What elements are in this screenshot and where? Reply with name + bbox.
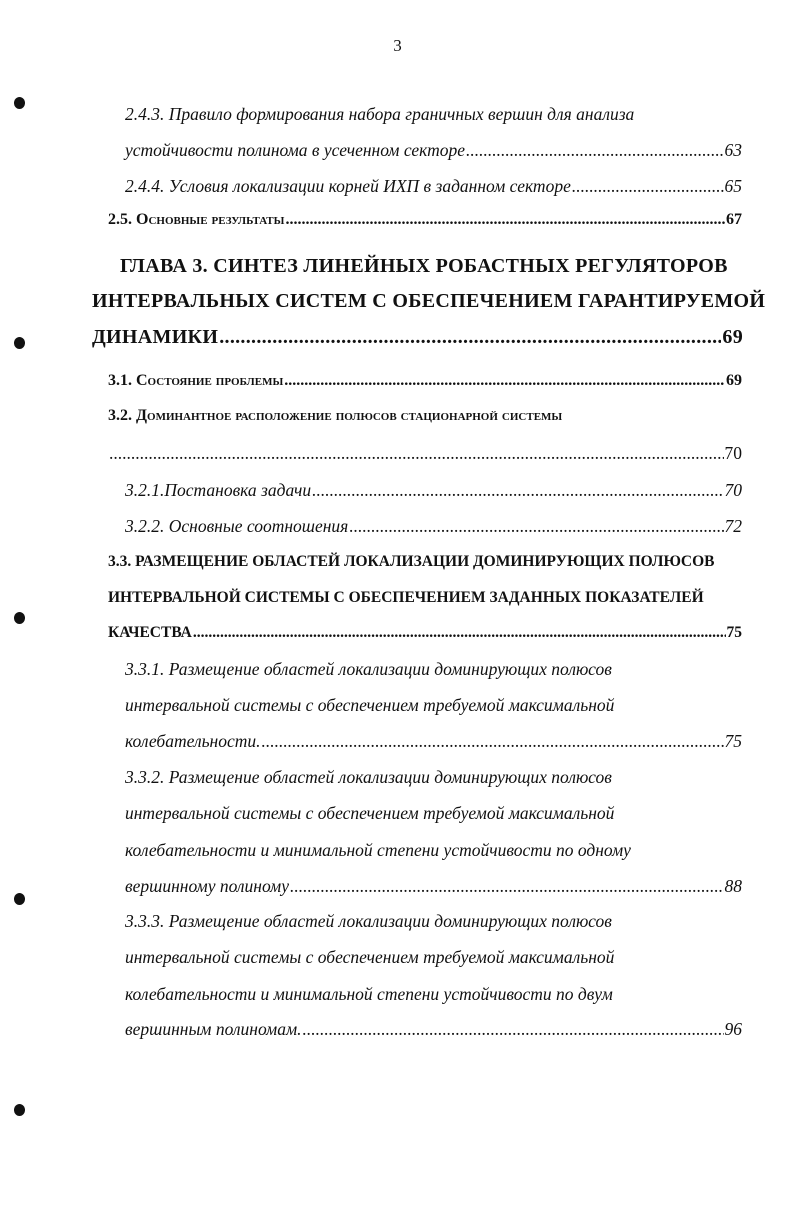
toc-entry-2-4-3[interactable] (125, 140, 742, 161)
toc-page-number: 75 (724, 731, 742, 751)
toc-entry-3-3-3-line2: интервальной системы с обеспечением требуемой максимальной (125, 947, 615, 967)
toc-entry-3-1[interactable] (108, 372, 742, 390)
toc-entry-title: вершинному полиному (125, 876, 289, 896)
toc-page-number: 69 (726, 372, 742, 389)
toc-entry-title: 2.5. Основные результаты (108, 211, 285, 228)
toc-entry-3-3-2-line1: 3.3.2. Размещение областей локализации доминирующих полюсов (125, 767, 612, 787)
toc-entry-3-3-3[interactable] (125, 1019, 742, 1040)
toc-entry-title: колебательности. (125, 731, 261, 751)
binding-hole (14, 337, 25, 349)
toc-entry-title: 3.1. Состояние проблемы (108, 372, 284, 389)
binding-hole (14, 1104, 25, 1116)
toc-entry-title: 2.4.4. Условия локализации корней ИХП в заданном секторе (125, 176, 571, 196)
toc-page-number: 70 (724, 443, 742, 463)
toc-entry-3-3-2-line3: колебательности и минимальной степени устойчивости по одному (125, 840, 631, 860)
toc-entry-3-3-3-line1: 3.3.3. Размещение областей локализации доминирующих полюсов (125, 911, 612, 931)
toc-page-number: 96 (724, 1019, 742, 1039)
toc-entry-title: 3.2.1.Постановка задачи (125, 480, 312, 500)
toc-entry-title: КАЧЕСТВА (108, 624, 192, 641)
binding-hole (14, 893, 25, 905)
toc-page-number: 72 (724, 516, 742, 536)
toc-chapter-3-line2: ИНТЕРВАЛЬНЫХ СИСТЕМ С ОБЕСПЕЧЕНИЕМ ГАРАНТИРУЕМОЙ (92, 290, 766, 312)
toc-entry-2-5[interactable] (108, 211, 742, 229)
toc-entry-title: ДИНАМИКИ (92, 326, 219, 348)
toc-entry-2-4-3-line1: 2.4.3. Правило формирования набора граничных вершин для анализа (125, 104, 635, 124)
toc-entry-3-2-1[interactable] (125, 480, 742, 501)
toc-entry-title: 3.2.2. Основные соотношения (125, 516, 349, 536)
toc-entry-title: вершинным полиномам. (125, 1019, 302, 1039)
toc-entry-3-3-1-line2: интервальной системы с обеспечением требуемой максимальной (125, 695, 615, 715)
toc-page-number: 65 (724, 176, 742, 196)
toc-page-number: 75 (726, 624, 742, 641)
toc-entry-3-3-3-line3: колебательности и минимальной степени устойчивости по двум (125, 984, 613, 1004)
toc-entry-3-3[interactable] (108, 624, 742, 642)
toc-entry-3-2[interactable] (108, 443, 742, 464)
toc-page-number: 63 (724, 140, 742, 160)
toc-entry-3-3-line2: ИНТЕРВАЛЬНОЙ СИСТЕМЫ С ОБЕСПЕЧЕНИЕМ ЗАДАННЫХ ПОКАЗАТЕЛЕЙ (108, 589, 704, 606)
toc-entry-3-3-2-line2: интервальной системы с обеспечением требуемой максимальной (125, 803, 615, 823)
page-number: 3 (393, 36, 402, 55)
toc-entry-title: устойчивости полинома в усеченном секторе (125, 140, 466, 160)
toc-entry-3-2-2[interactable] (125, 516, 742, 537)
binding-hole (14, 612, 25, 624)
toc-page-number: 67 (726, 211, 742, 228)
toc-chapter-3-line1: ГЛАВА 3. СИНТЕЗ ЛИНЕЙНЫХ РОБАСТНЫХ РЕГУЛЯТОРОВ (120, 255, 728, 277)
toc-entry-3-3-2[interactable] (125, 876, 742, 897)
binding-hole (14, 97, 25, 109)
toc-entry-3-3-1-line1: 3.3.1. Размещение областей локализации доминирующих полюсов (125, 659, 612, 679)
toc-chapter-3[interactable] (92, 326, 743, 349)
toc-entry-3-3-1[interactable] (125, 731, 742, 752)
toc-entry-3-2-line1: 3.2. Доминантное расположение полюсов стационарной системы (108, 407, 563, 424)
toc-page-number: 69 (722, 326, 743, 348)
toc-page-number: 88 (724, 876, 742, 896)
toc-entry-2-4-4[interactable] (125, 176, 742, 197)
toc-page-number: 70 (724, 480, 742, 500)
toc-entry-3-3-line1: 3.3. РАЗМЕЩЕНИЕ ОБЛАСТЕЙ ЛОКАЛИЗАЦИИ ДОМИНИРУЮЩИХ ПОЛЮСОВ (108, 553, 715, 570)
